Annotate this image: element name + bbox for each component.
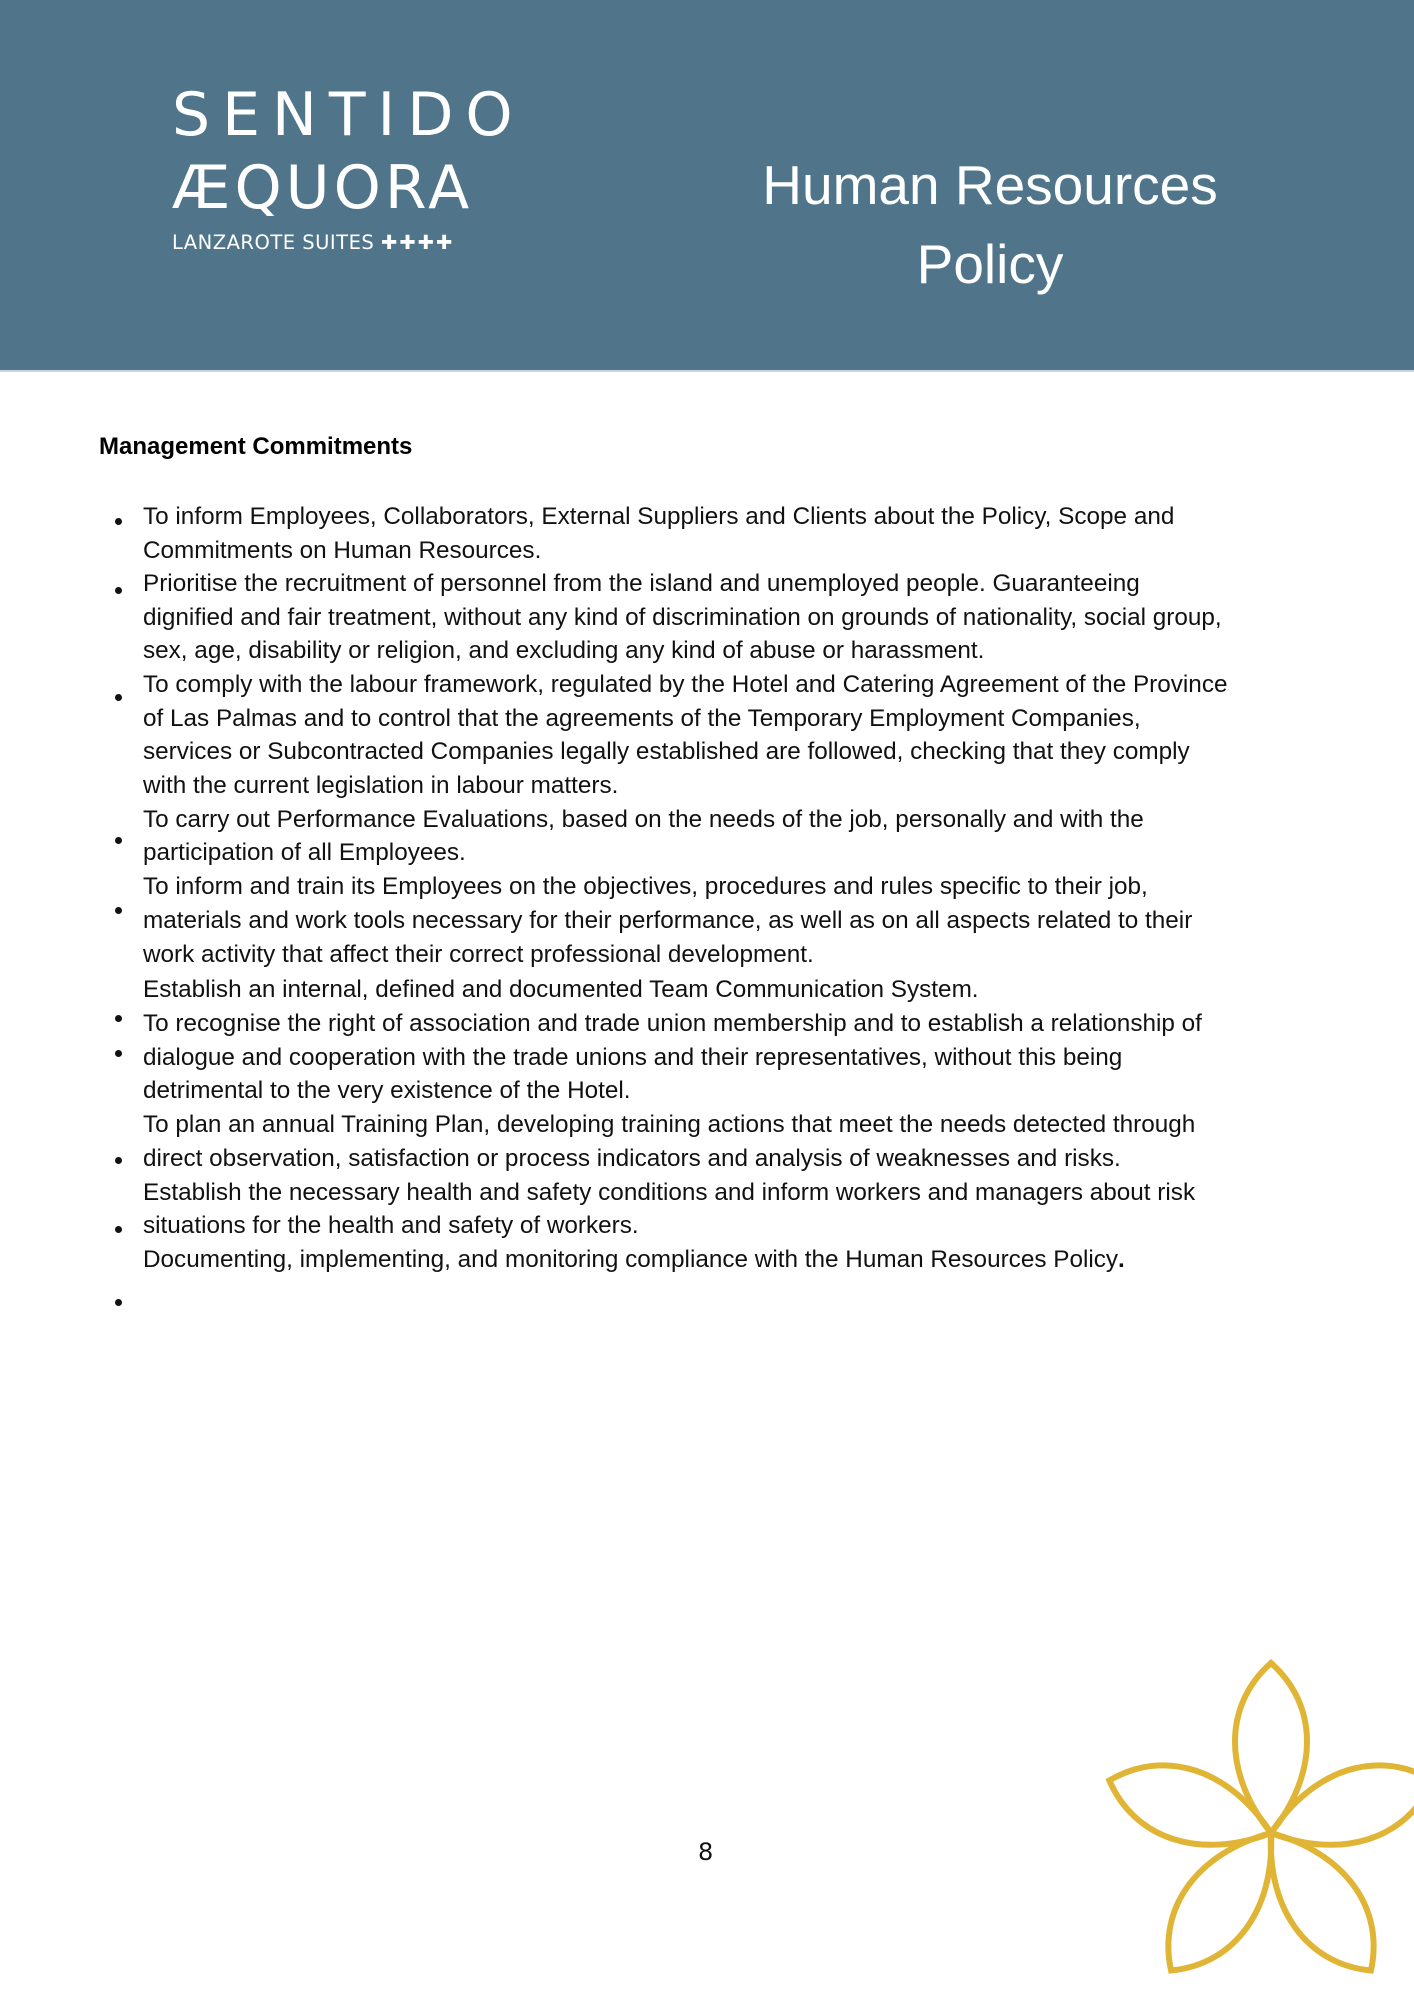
- list-item-line: Establish an internal, defined and documented Team Communication System.: [143, 976, 979, 1003]
- bullet-icon: [115, 587, 122, 594]
- list-item-line: sex, age, disability or religion, and excluding any kind of abuse or harassment.: [143, 637, 985, 664]
- title-line-2: Policy: [916, 233, 1064, 295]
- logo-line-aequora: ÆQUORA: [172, 153, 474, 223]
- page-number: 8: [698, 1838, 714, 1866]
- bullet-icon: [115, 1050, 122, 1057]
- section-heading: Management Commitments: [99, 433, 413, 460]
- list-item-line: To comply with the labour framework, regulated by the Hotel and Catering Agreement of the Province: [143, 671, 1228, 698]
- list-item-line: with the current legislation in labour matters.: [143, 772, 619, 799]
- list-item-line: of Las Palmas and to control that the agreements of the Temporary Employment Companies,: [143, 705, 1141, 732]
- header-banner: [0, 0, 1414, 372]
- bullet-icon: [115, 907, 122, 914]
- bullet-icon: [115, 837, 122, 844]
- bullet-icon: [115, 1299, 122, 1306]
- list-item-line: To inform Employees, Collaborators, External Suppliers and Clients about the Policy, Scope and: [143, 503, 1175, 530]
- final-period: .: [1118, 1246, 1125, 1273]
- bullet-icon: [115, 1226, 122, 1233]
- list-item-line: Establish the necessary health and safety conditions and inform workers and managers about risk: [143, 1179, 1196, 1206]
- list-item-line: dignified and fair treatment, without any kind of discrimination on grounds of nationality, social group,: [143, 604, 1222, 631]
- list-item-line: materials and work tools necessary for their performance, as well as on all aspects related to their: [143, 907, 1193, 934]
- bullet-icon: [115, 694, 122, 701]
- logo-line-sentido: SENTIDO: [172, 80, 525, 150]
- list-item-line: services or Subcontracted Companies legally established are followed, checking that they comply: [143, 738, 1190, 765]
- bullet-icon: [115, 1015, 122, 1022]
- bullet-icon: [115, 518, 122, 525]
- list-item-line: dialogue and cooperation with the trade unions and their representatives, without this being: [143, 1044, 1123, 1071]
- list-item-line: To carry out Performance Evaluations, based on the needs of the job, personally and with the: [143, 806, 1144, 833]
- list-item-line: participation of all Employees.: [143, 839, 466, 866]
- flower-petal: [1098, 1746, 1282, 1867]
- logo-subtitle: LANZAROTE SUITES: [172, 231, 375, 254]
- logo-line-lanzarote: [172, 230, 512, 256]
- list-item-line: direct observation, satisfaction or process indicators and analysis of weaknesses and risks.: [143, 1145, 1121, 1172]
- bullet-icon: [115, 1157, 122, 1164]
- list-item-line: To inform and train its Employees on the objectives, procedures and rules specific to their job,: [143, 873, 1148, 900]
- list-item-line: Commitments on Human Resources.: [143, 537, 542, 564]
- list-item-line: Documenting, implementing, and monitoring compliance with the Human Resources Policy.: [143, 1246, 1125, 1273]
- list-item-line: detrimental to the very existence of the Hotel.: [143, 1077, 631, 1104]
- list-item-line: To recognise the right of association and trade union membership and to establish a relationship of: [143, 1010, 1202, 1037]
- flower-petal: [1235, 1663, 1307, 1833]
- list-item-line: To plan an annual Training Plan, developing training actions that meet the needs detected through: [143, 1111, 1196, 1138]
- title-line-1: Human Resources: [762, 154, 1218, 216]
- star-rating-icon: ✚✚✚✚: [380, 231, 455, 254]
- list-item-line: Prioritise the recruitment of personnel from the island and unemployed people. Guaranteeing: [143, 570, 1140, 597]
- document-title: [700, 146, 1280, 304]
- brand-logo: [172, 80, 525, 256]
- list-item-line: work activity that affect their correct professional development.: [143, 941, 814, 968]
- flower-decoration-icon: [1060, 1640, 1414, 2000]
- list-item-line: situations for the health and safety of workers.: [143, 1212, 639, 1239]
- flower-petal: [1260, 1746, 1414, 1867]
